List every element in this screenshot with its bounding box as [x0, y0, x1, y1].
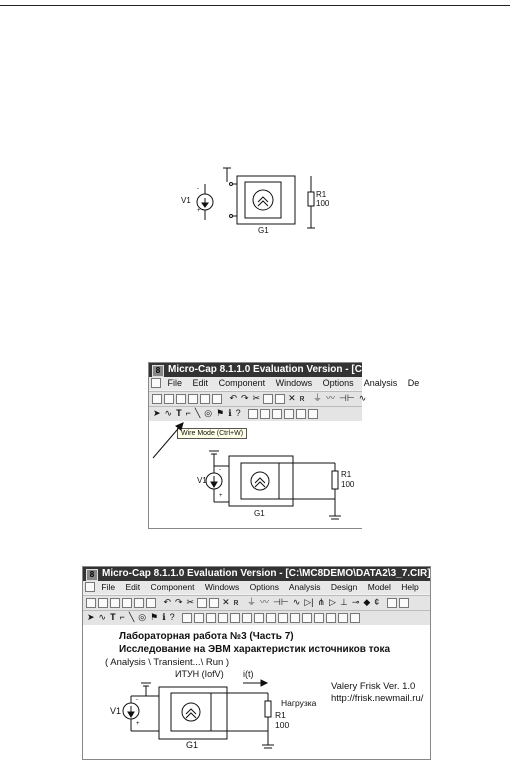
menu-file[interactable]: File [101, 582, 116, 592]
v1-minus-sign: - [219, 467, 221, 473]
undo-icon[interactable]: ↶ [229, 393, 237, 403]
menu-bar [149, 377, 420, 390]
digital-icon[interactable]: ◆ [363, 597, 371, 607]
r1-resistor-symbol [332, 471, 338, 489]
grid-icon[interactable] [218, 613, 228, 623]
probe-icon[interactable]: ¢ [374, 597, 380, 607]
menu-component[interactable]: Component [150, 582, 195, 592]
cut-icon[interactable]: ✂ [252, 393, 261, 403]
document-icon[interactable] [151, 378, 161, 388]
save-icon[interactable] [176, 394, 186, 404]
rubber-icon[interactable] [296, 409, 306, 419]
menu-windows[interactable]: Windows [275, 378, 313, 388]
power-icon[interactable] [242, 613, 252, 623]
menu-design[interactable]: Design [330, 582, 358, 592]
capacitor-icon[interactable]: ⊣⊢ [339, 393, 355, 403]
schematic-canvas[interactable] [149, 421, 362, 528]
r1-value: 100 [341, 480, 355, 489]
menu-options[interactable]: Options [322, 378, 354, 388]
menu-windows[interactable]: Windows [204, 582, 240, 592]
wire-mode-tooltip: Wire Mode (Ctrl+W) [177, 428, 247, 439]
redo-icon[interactable]: ↷ [175, 597, 183, 607]
menu-help[interactable]: Help [401, 582, 419, 592]
opamp-icon[interactable]: ▷ [329, 597, 336, 607]
component-mode-icon[interactable]: ∿ [98, 612, 107, 622]
app-icon: 8 [86, 569, 98, 581]
g1-label: G1 [186, 740, 199, 750]
graphics-mode-icon[interactable]: ◎ [204, 408, 213, 418]
rubber-icon[interactable] [230, 613, 240, 623]
menu-component[interactable]: Component [218, 378, 266, 388]
text-mode-icon[interactable]: T [176, 408, 182, 418]
title-bar [149, 363, 404, 377]
menu-options[interactable]: Options [249, 582, 279, 592]
toolbar-mode [149, 406, 362, 421]
v1-plus-sign: + [136, 721, 140, 727]
select-mode-icon[interactable]: ➤ [87, 612, 95, 622]
r1-value: 100 [275, 720, 290, 730]
title-bar [83, 567, 430, 581]
info-icon[interactable]: ℹ [162, 612, 166, 622]
author-url[interactable]: http://frisk.newmail.ru/ [331, 693, 424, 704]
micro-cap-window-cropped [148, 362, 420, 529]
current-label: i(t) [243, 669, 254, 679]
toolbar-file [149, 391, 367, 406]
window-split-v-icon[interactable] [399, 598, 409, 608]
new-icon[interactable] [152, 394, 162, 404]
preview-icon[interactable] [146, 598, 156, 608]
save-all-icon[interactable] [188, 394, 198, 404]
r1-label: R1 [316, 190, 327, 199]
resistor-icon[interactable]: 〰 [259, 597, 269, 607]
delete-icon[interactable]: ✕ [222, 597, 230, 607]
app-icon: 8 [152, 365, 164, 377]
capacitor-icon[interactable]: ⊣⊢ [273, 597, 289, 607]
open-icon[interactable] [164, 394, 174, 404]
v1-plus-sign: + [219, 493, 223, 499]
save-icon[interactable] [110, 598, 120, 608]
diagonal-wire-icon[interactable]: ╲ [194, 408, 201, 418]
r1-resistor-symbol [308, 192, 314, 206]
paste-icon[interactable] [275, 394, 285, 404]
ground-icon[interactable]: ⏚ [312, 393, 322, 403]
r1-resistor-symbol [265, 701, 271, 717]
r1-value: 100 [316, 199, 330, 208]
diode-icon[interactable]: ▷| [304, 597, 314, 607]
flag-icon[interactable]: ⚑ [150, 612, 159, 622]
figure1-circuit-svg [175, 162, 335, 242]
v1-label: V1 [181, 196, 191, 205]
g1-label: G1 [254, 509, 265, 518]
save-all-icon[interactable] [122, 598, 132, 608]
paste-icon[interactable] [209, 598, 219, 608]
menu-analysis[interactable]: Analysis [363, 378, 398, 388]
step-icon[interactable] [350, 613, 360, 623]
node-icon[interactable] [260, 409, 270, 419]
load-label: Нагрузка [281, 698, 317, 708]
component-mode-icon[interactable]: ∿ [164, 408, 173, 418]
r1-label: R1 [341, 470, 352, 479]
v1-minus-sign: - [197, 186, 199, 192]
diagonal-wire-icon[interactable]: ╲ [128, 612, 135, 622]
analysis-path: ( Analysis \ Transient...\ Run ) [105, 657, 230, 668]
print-icon[interactable] [200, 394, 210, 404]
cursor-mode-icon[interactable] [266, 613, 276, 623]
attr-icon[interactable] [272, 409, 282, 419]
rotate-icon[interactable] [290, 613, 300, 623]
cut-icon[interactable]: ✂ [186, 597, 195, 607]
pin-icon[interactable] [248, 409, 258, 419]
open-icon[interactable] [98, 598, 108, 608]
menu-model[interactable]: Model [367, 582, 391, 592]
resistor-icon[interactable]: 〰 [325, 393, 335, 403]
mirror-icon[interactable] [302, 613, 312, 623]
wire-mode-icon[interactable]: ⌐ [119, 612, 125, 622]
document-icon[interactable] [85, 582, 95, 592]
menu-file[interactable]: File [167, 378, 183, 388]
replace-icon[interactable]: ʀ [299, 393, 305, 403]
refresh-icon[interactable] [338, 613, 348, 623]
wire-mode-icon[interactable]: ⌐ [185, 408, 191, 418]
micro-cap-window-full [82, 566, 431, 760]
schematic-canvas[interactable] [83, 625, 430, 759]
node-icon[interactable] [194, 613, 204, 623]
v1-plus-sign: + [197, 208, 201, 214]
page-top-rule [0, 5, 510, 6]
g1-label: G1 [258, 226, 269, 235]
inductor-icon[interactable]: ∿ [292, 597, 301, 607]
window-title: Micro-Cap 8.1.1.0 Evaluation Version - [C:\MC8DEMO\DATA2\3_7.CIR] [102, 568, 431, 579]
flip-icon[interactable] [278, 613, 288, 623]
itun-label: ИТУН (IofV) [175, 669, 224, 679]
toolbar-mode [83, 610, 430, 625]
transistor-icon[interactable]: ⋔ [317, 597, 326, 607]
delete-icon[interactable]: ✕ [288, 393, 296, 403]
v1-minus-sign: - [136, 697, 138, 703]
flag-icon[interactable]: ⚑ [216, 408, 225, 418]
graphics-mode-icon[interactable]: ◎ [138, 612, 147, 622]
ground-icon[interactable]: ⏚ [246, 597, 256, 607]
copy-icon[interactable] [197, 598, 207, 608]
new-icon[interactable] [86, 598, 96, 608]
zoom-in-icon[interactable] [314, 613, 324, 623]
grid-icon[interactable] [284, 409, 294, 419]
window-title: Micro-Cap 8.1.1.0 Evaluation Version - [C:\MC8DE [168, 364, 404, 375]
select-mode-icon[interactable]: ➤ [153, 408, 161, 418]
pin-icon[interactable] [182, 613, 192, 623]
power-icon[interactable] [308, 409, 318, 419]
help-icon[interactable]: ? [235, 408, 241, 418]
replace-icon[interactable]: ʀ [233, 597, 239, 607]
switch-icon[interactable]: ⊸ [351, 597, 360, 607]
preview-icon[interactable] [212, 394, 222, 404]
author-label: Valery Frisk Ver. 1.0 [331, 681, 416, 692]
zoom-out-icon[interactable] [326, 613, 336, 623]
toolbar-file [83, 595, 430, 610]
inductor-icon[interactable]: ∿ [358, 393, 367, 403]
lab-title: Лабораторная работа №3 (Часть 7) [119, 631, 294, 642]
menu-analysis[interactable]: Analysis [288, 582, 321, 592]
figure3-circuit-svg [83, 625, 430, 759]
menu-bar [83, 581, 430, 594]
text-mode-icon[interactable]: T [110, 612, 116, 622]
menu-edit[interactable]: Edit [192, 378, 209, 388]
r1-label: R1 [275, 710, 286, 720]
v1-label: V1 [110, 706, 122, 716]
info-icon[interactable]: ℹ [228, 408, 232, 418]
window-split-h-icon[interactable] [387, 598, 397, 608]
help-icon[interactable]: ? [169, 612, 175, 622]
figure1-schematic [175, 162, 335, 242]
lab-subtitle: Исследование на ЭВМ характеристик источников тока [119, 644, 391, 655]
copy-icon[interactable] [263, 394, 273, 404]
print-icon[interactable] [134, 598, 144, 608]
v1-label: V1 [197, 476, 207, 485]
current-icon[interactable] [254, 613, 264, 623]
battery-icon[interactable]: ⊥ [339, 597, 348, 607]
menu-design-partial[interactable]: De [407, 378, 420, 388]
undo-icon[interactable]: ↶ [163, 597, 171, 607]
redo-icon[interactable]: ↷ [241, 393, 249, 403]
attr-icon[interactable] [206, 613, 216, 623]
menu-edit[interactable]: Edit [125, 582, 141, 592]
